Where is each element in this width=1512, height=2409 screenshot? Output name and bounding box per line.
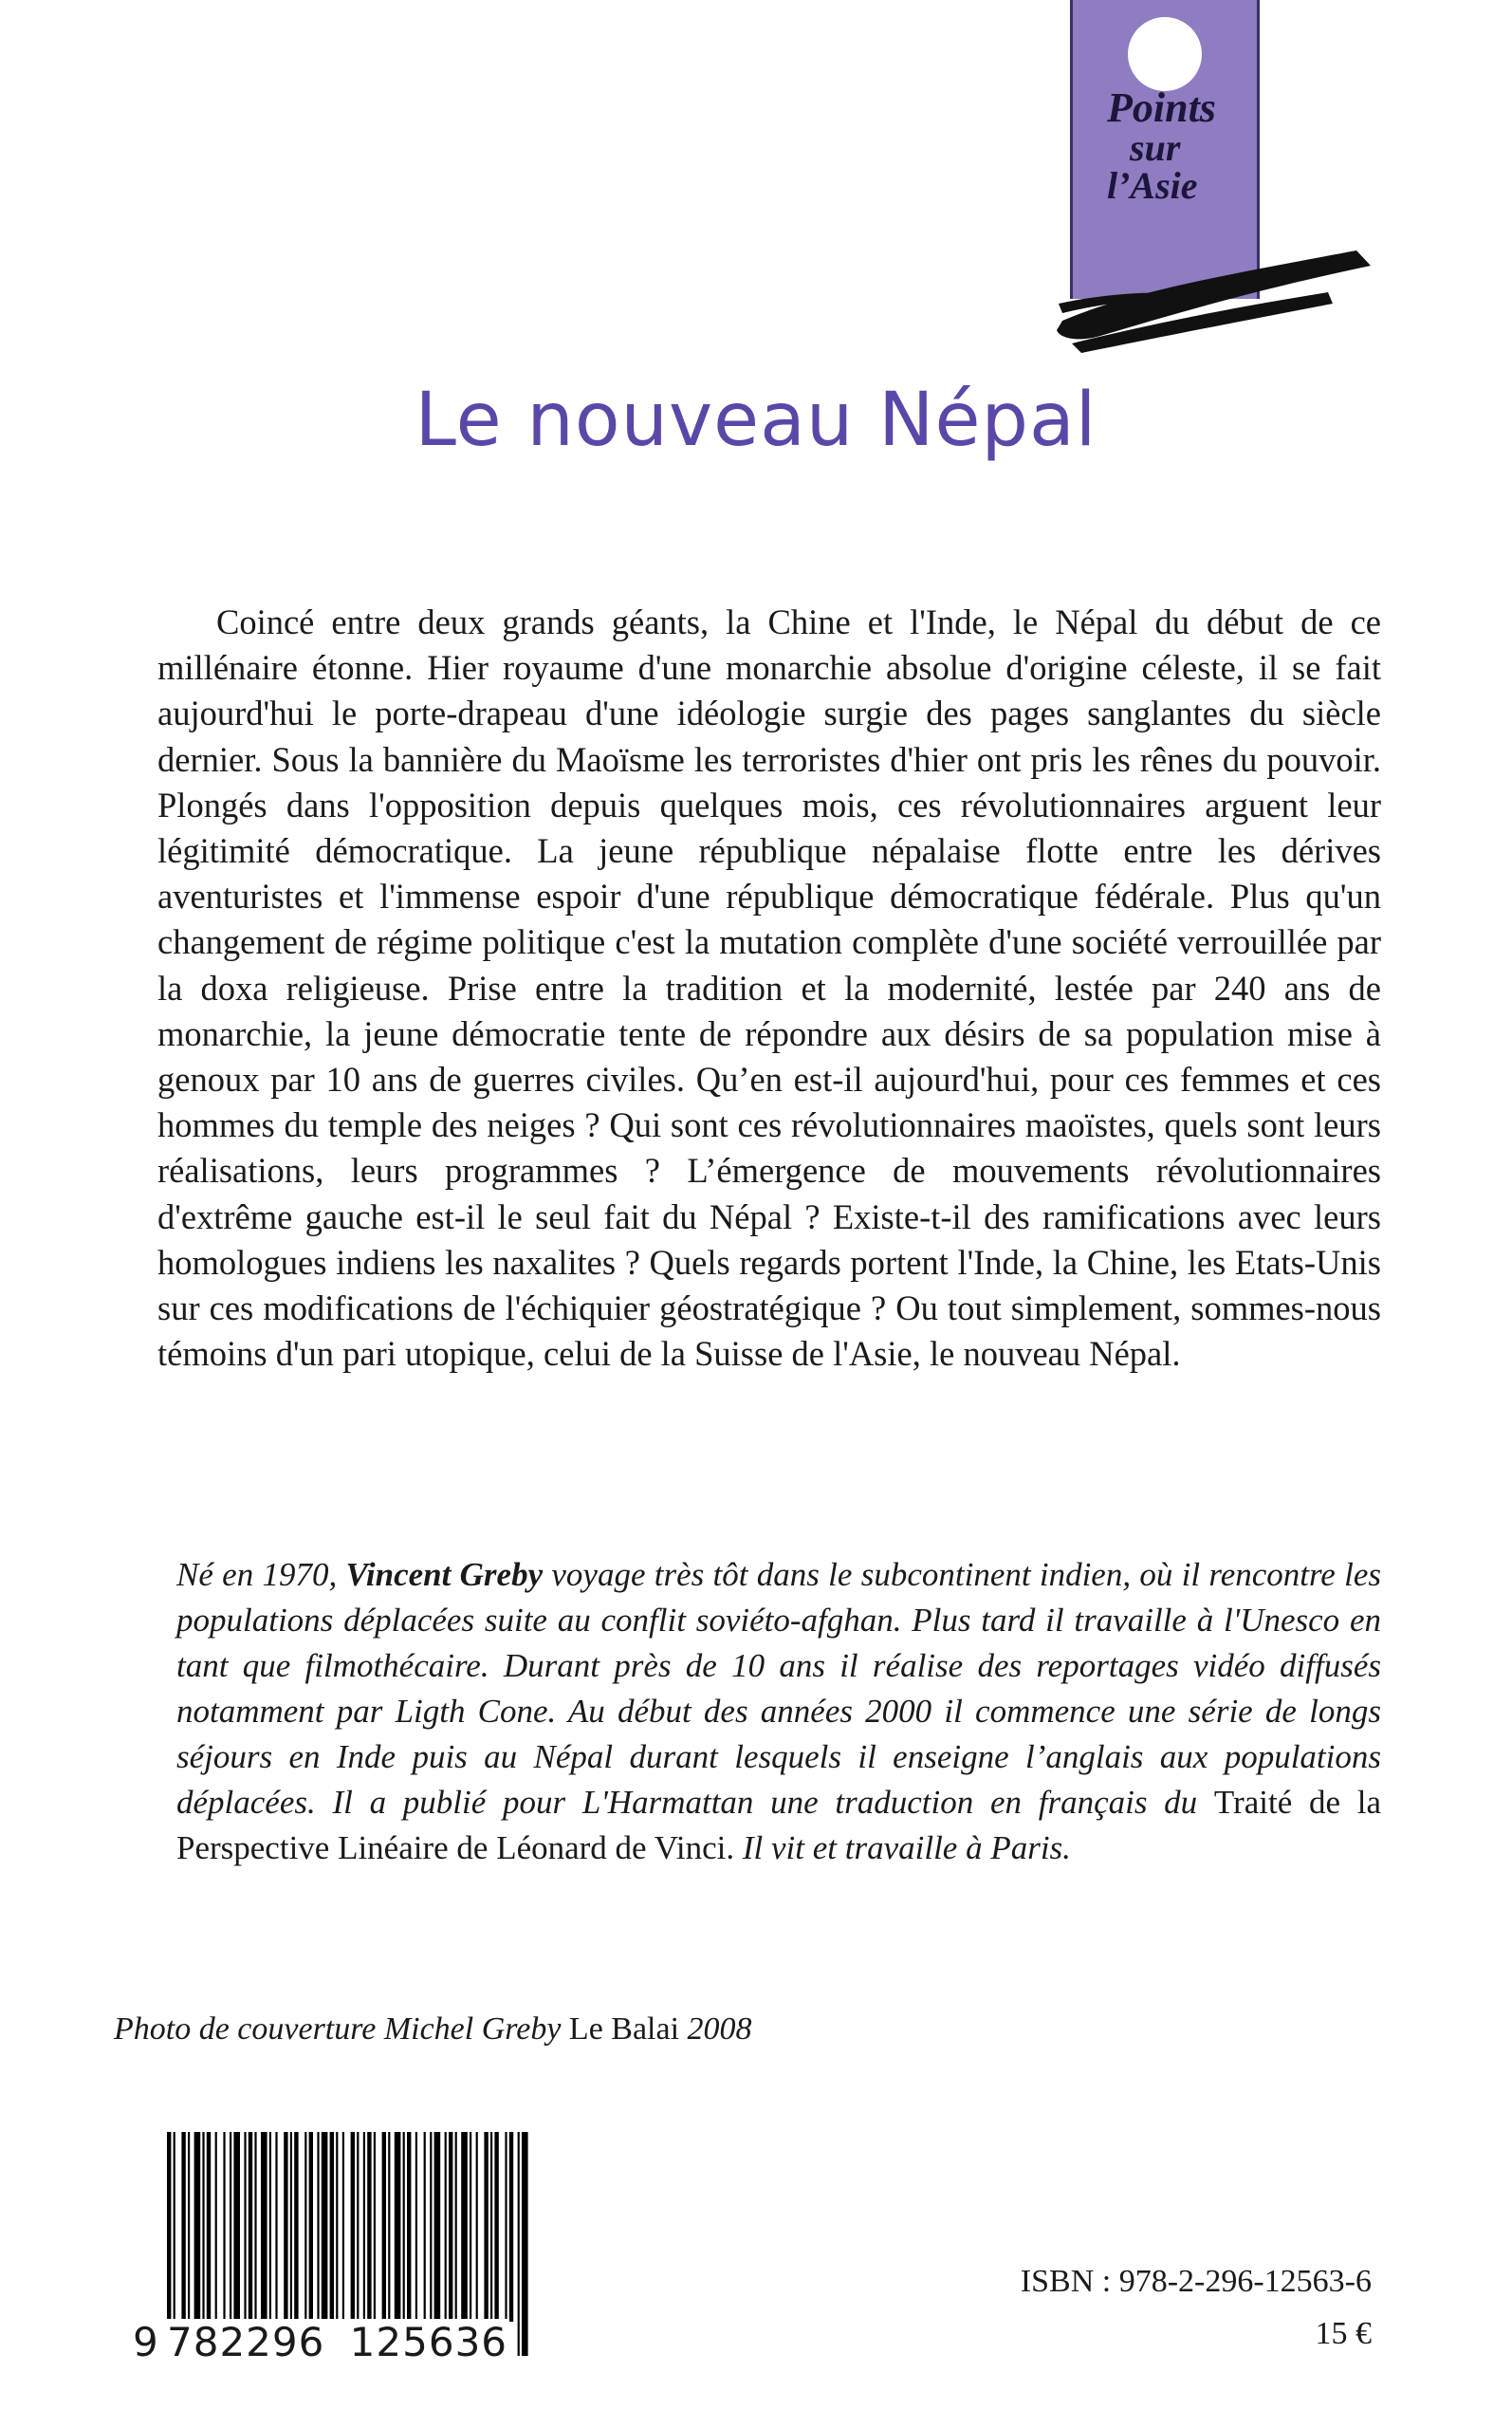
credit-text-3: 2008 [687, 2011, 752, 2047]
barcode-bar [424, 2132, 426, 2322]
series-name-line-3: l’Asie [1107, 164, 1198, 207]
barcode-bar [494, 2132, 498, 2322]
author-bio [176, 1552, 1381, 1871]
price: 15 € [1315, 2316, 1372, 2351]
barcode-bar [309, 2132, 313, 2322]
barcode-bar [357, 2132, 359, 2322]
barcode-bar [509, 2132, 513, 2322]
barcode-bar [434, 2132, 441, 2322]
barcode-first-digit: 9 [133, 2319, 159, 2365]
brush-stroke-icon [1043, 237, 1385, 361]
barcode-bar [244, 2132, 246, 2322]
credit-text-1: Photo de couverture Michel Greby [114, 2011, 562, 2047]
barcode-bar [290, 2132, 292, 2322]
book-title: Le nouveau Népal [415, 378, 1097, 463]
bio-intro: Né en 1970, [176, 1556, 346, 1593]
barcode-bar [284, 2132, 287, 2322]
tag-hole [1128, 17, 1202, 91]
barcode-bar [490, 2132, 492, 2322]
bio-text-2: Il vit et travaille à Paris. [734, 1829, 1071, 1866]
barcode-bar [505, 2132, 507, 2322]
barcode-bar [336, 2132, 338, 2322]
barcode-bar [294, 2132, 298, 2322]
barcode-bar [461, 2132, 468, 2322]
barcode-bar [330, 2132, 334, 2322]
barcode-bar [317, 2132, 319, 2322]
barcode-bar [403, 2132, 405, 2322]
barcode-bar [351, 2132, 355, 2322]
barcode-bar [249, 2132, 252, 2322]
synopsis-text: Coincé entre deux grands géants, la Chine et l'Inde, le Népal du début de ce millénaire étonne. Hier royaume d'une monarchie absolue d'origine céleste, il se fait aujourd'hui le porte-drapeau d'une idéologie surgie des pages sanglantes du siècle dernier. Sous la bannière du Maoïsme les terroristes d'hier ont pris les rênes du pouvoir. Plongés dans l'opposition depuis quelques mois, ces révolutionnaires arguent leur légitimité démocratique. La jeune république népalaise flotte entre les dérives aventuristes et l'immense espoir d'une république démocratique fédérale. Plus qu'un changement de régime politique c'est la mutation complète d'une société verrouillée par la doxa religieuse. Prise entre la tradition et la modernité, lestée par 240 ans de monarchie, la jeune démocratie tente de répondre aux désirs de sa population mise à genoux par 10 ans de guerres civiles. Qu’en est-il aujourd'hui, pour ces femmes et ces hommes du temple des neiges ? Qui sont ces révolutionnaires maoïstes, quels sont leurs réalisations, leurs programmes ? L’émergence de mouvements révolutionnaires d'extrême gauche est-il le seul fait du Népal ? Existe-t-il des ramifications avec leurs homologues indiens les naxalites ? Quels regards portent l'Inde, la Chine, les Etats-Unis sur ces modifications de l'échiquier géostratégique ? Ou tout simplement, sommes-nous témoins d'un pari utopique, celui de la Suisse de l'Asie, le nouveau Népal. [157, 602, 1381, 1374]
barcode-bar [254, 2132, 256, 2322]
barcode-bar [363, 2132, 365, 2322]
barcode-bar [261, 2132, 267, 2322]
barcode-number: 782296 125636 [167, 2319, 508, 2365]
barcode-bar [470, 2132, 471, 2322]
barcode-bar [233, 2132, 240, 2322]
barcode-bar [445, 2132, 447, 2322]
barcode-bar [215, 2132, 217, 2322]
barcode-bar [181, 2132, 185, 2322]
author-name: Vincent Greby [345, 1556, 544, 1593]
barcode-bar [202, 2132, 204, 2322]
series-name [1107, 84, 1216, 207]
barcode-bar [374, 2132, 376, 2322]
barcode-bar [194, 2132, 201, 2322]
barcode-bar [322, 2132, 328, 2322]
isbn: ISBN : 978-2-296-12563-6 [1020, 2264, 1372, 2299]
barcode-bar [207, 2132, 211, 2322]
barcode-bar [230, 2132, 231, 2322]
barcode-bar [518, 2132, 520, 2356]
credit-text-2: Le Balai [561, 2011, 688, 2047]
series-name-line-2: sur [1130, 126, 1181, 169]
bio-text-1: voyage très tôt dans le subcontinent indien, où il rencontre les populations déplacées suite au conflit soviéto-afghan. Plus tard il travaille à l'Unesco en tant que filmothécaire. Durant près de 10 ans il réalise des reportages vidéo diffusés notamment par Ligth Cone. Au début des années 2000 il commence une série de longs séjours en Inde puis au Népal durant lesquels il enseigne l’anglais aux populations déplacées. Il a publié pour L'Harmattan une traduction en français du [176, 1556, 1381, 1821]
photo-credit [114, 2011, 752, 2048]
barcode-bar [476, 2132, 478, 2322]
barcode-bar [275, 2132, 277, 2322]
barcode-bar [269, 2132, 271, 2322]
series-name-line-1: Points [1107, 84, 1216, 131]
bio-book-title: Traité de la Perspective Linéaire de Léonard de Vinci. [176, 1784, 1381, 1866]
barcode-bar [522, 2132, 528, 2356]
barcode-bar [223, 2132, 225, 2322]
barcode-bar [188, 2132, 190, 2322]
barcode-bar [455, 2132, 457, 2322]
barcode-bar [430, 2132, 432, 2322]
barcode-bar [407, 2132, 411, 2322]
barcode-bar [449, 2132, 452, 2322]
barcode-bar [484, 2132, 488, 2322]
barcode-bar [367, 2132, 371, 2322]
barcode-bar [304, 2132, 306, 2322]
barcode-bar [382, 2132, 386, 2322]
barcode-bar [395, 2132, 401, 2322]
barcode-bar [415, 2132, 417, 2322]
barcode-bar [388, 2132, 390, 2322]
